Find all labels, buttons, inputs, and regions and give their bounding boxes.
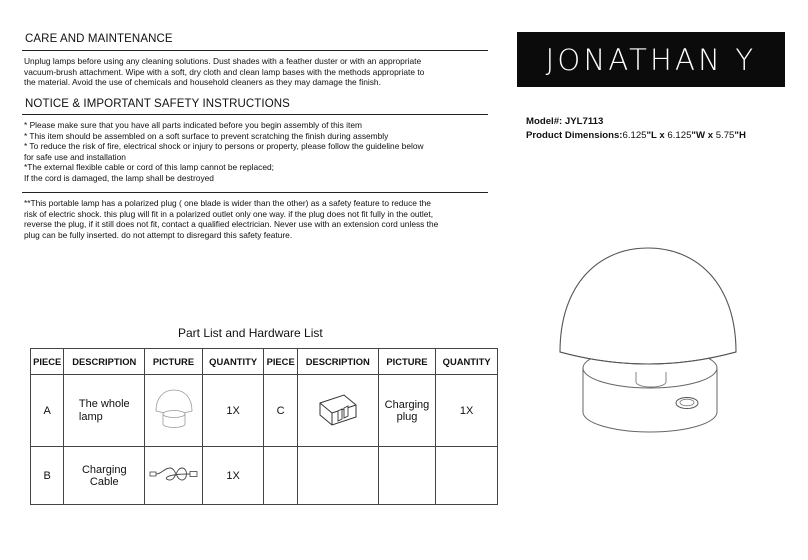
- description-line: Charging: [384, 398, 430, 411]
- safety-line: * Please make sure that you have all parts indicated before you begin assembly of this item: [24, 120, 362, 130]
- model-label: Model#:: [526, 116, 563, 127]
- safety-line: *The external flexible cable or cord of this lamp cannot be replaced;: [24, 162, 274, 173]
- product-specs: [526, 115, 746, 143]
- col-header: PIECE: [264, 349, 297, 375]
- quantity-cell: 1X: [202, 375, 264, 447]
- brand-logo: JONATHAN Y: [517, 32, 785, 87]
- dimensions-label: Product Dimensions:: [526, 130, 623, 141]
- plug-notice-line: plug can be fully inserted. do not attempt to disregard this safety feature.: [24, 229, 293, 240]
- plug-notice-line: **This portable lamp has a polarized plug ( one blade is wider than the other) as a safety feature to reduce the: [24, 198, 431, 208]
- table-row: [31, 375, 498, 447]
- table-row: [31, 447, 498, 505]
- description-line: The whole: [78, 397, 130, 410]
- dimension-length-unit: "L x: [646, 130, 668, 141]
- piece-cell: B: [31, 447, 64, 505]
- care-text: [24, 56, 424, 88]
- col-header: QUANTITY: [202, 349, 264, 375]
- dimension-length: 6.125: [622, 130, 647, 141]
- col-header: PICTURE: [378, 349, 436, 375]
- description-cell: [378, 375, 436, 447]
- care-heading: CARE AND MAINTENANCE: [25, 33, 173, 45]
- col-header: DESCRIPTION: [64, 349, 145, 375]
- plug-notice-line: risk of electric shock. this plug will fit in a polarized outlet only one way. if the plug does not fit fully in the outlet,: [24, 208, 434, 219]
- lamp-thumbnail-icon: [151, 386, 197, 432]
- dimension-width-unit: "W x: [691, 130, 716, 141]
- dimensions-line: [526, 129, 746, 143]
- charging-plug-icon: [310, 389, 366, 429]
- safety-rule: [22, 114, 488, 115]
- col-header: PICTURE: [145, 349, 203, 375]
- lamp-illustration: [548, 240, 748, 445]
- col-header: DESCRIPTION: [297, 349, 378, 375]
- piece-cell: [264, 447, 297, 505]
- dimension-height: 5.75: [715, 130, 735, 141]
- description-cell: [64, 375, 145, 447]
- col-header: PIECE: [31, 349, 64, 375]
- quantity-cell: 1X: [202, 447, 264, 505]
- piece-cell: C: [264, 375, 297, 447]
- plug-notice-line: reverse the plug, if it still does not fit, contact a qualified electrician. Never use with an extension cord unless the: [24, 219, 439, 230]
- safety-line: * To reduce the risk of fire, electrical shock or injury to persons or property, please follow the guideline below: [24, 141, 424, 152]
- quantity-cell: [436, 447, 498, 505]
- model-value: JYL7113: [562, 116, 604, 127]
- care-rule: [22, 50, 488, 51]
- safety-heading: NOTICE & IMPORTANT SAFETY INSTRUCTIONS: [25, 98, 290, 110]
- piece-cell: A: [31, 375, 64, 447]
- safety-line: * This item should be assembled on a soft surface to prevent scratching the finish during assembly: [24, 130, 389, 141]
- description-cell: [378, 447, 436, 505]
- description-line: plug: [396, 410, 418, 423]
- description-line: Charging: [81, 463, 127, 476]
- picture-cell: [297, 447, 378, 505]
- col-header: QUANTITY: [436, 349, 498, 375]
- description-cell: [64, 447, 145, 505]
- safety-line: If the cord is damaged, the lamp shall be destroyed: [24, 172, 214, 183]
- care-line: the material. Avoid the use of chemicals and household cleaners as they may damage the finish.: [24, 77, 381, 88]
- picture-cell: [145, 375, 203, 447]
- safety-text: [24, 120, 424, 184]
- plug-notice-rule: [22, 192, 488, 193]
- care-line: Unplug lamps before using any cleaning solutions. Dust shades with a feather duster or with an appropriate: [24, 56, 422, 66]
- quantity-cell: 1X: [436, 375, 498, 447]
- dimension-height-unit: "H: [734, 130, 746, 141]
- parts-table-header: [31, 349, 498, 375]
- plug-notice-text: [24, 198, 438, 240]
- charging-cable-icon: [148, 465, 200, 483]
- description-line: lamp: [78, 410, 103, 423]
- care-line: vacuum-brush attachment. Wipe with a soft, dry cloth and clean lamp bases with the methods appropriate to: [24, 66, 425, 77]
- model-line: [526, 115, 746, 129]
- description-line: Cable: [89, 475, 119, 488]
- safety-line: for safe use and installation: [24, 151, 126, 162]
- picture-cell: [145, 447, 203, 505]
- picture-cell: [297, 375, 378, 447]
- parts-list-title: Part List and Hardware List: [178, 326, 323, 340]
- dimension-width: 6.125: [667, 130, 692, 141]
- parts-table: [30, 348, 498, 505]
